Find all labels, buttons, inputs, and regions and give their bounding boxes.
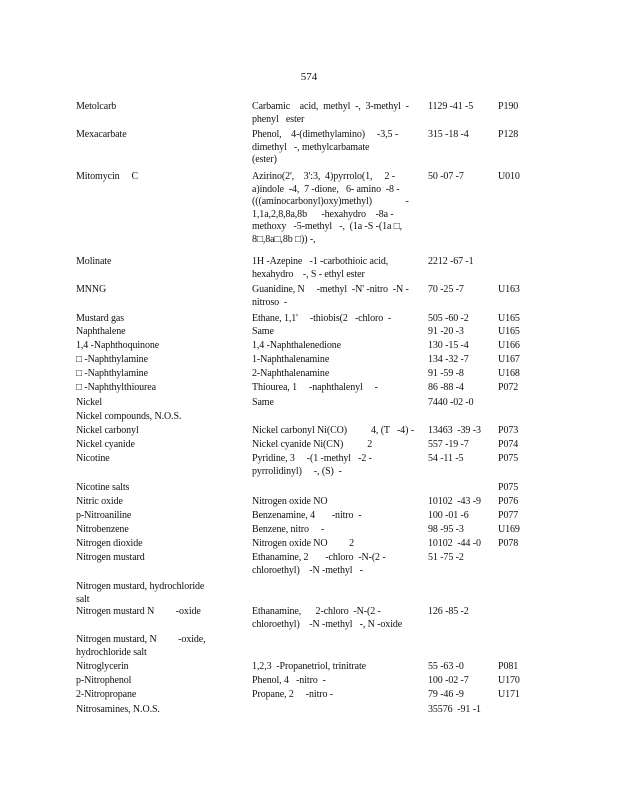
chemical-abstracts-name: Same bbox=[252, 326, 274, 337]
cas-number: 91 -20 -3 bbox=[428, 326, 464, 337]
chemical-abstracts-name: Nickel cyanide Ni(CN) 2 bbox=[252, 439, 373, 450]
waste-code: U171 bbox=[498, 689, 520, 700]
cas-number: 86 -88 -4 bbox=[428, 382, 464, 393]
cas-number: 10102 -43 -9 bbox=[428, 496, 481, 507]
substance-name: □ -Naphthylamine bbox=[76, 368, 148, 379]
substance-name: MNNG bbox=[76, 284, 107, 295]
chemical-abstracts-name: Carbamic acid, methyl -, 3-methyl - phenyl ester bbox=[252, 101, 409, 125]
substance-name: Nitrogen dioxide bbox=[76, 538, 143, 549]
substance-name: Nitrogen mustard, N -oxide, hydrochloride salt bbox=[76, 634, 206, 658]
substance-name: Nickel bbox=[76, 397, 103, 408]
waste-code: U010 bbox=[498, 171, 520, 182]
cas-number: 134 -32 -7 bbox=[428, 354, 469, 365]
chemical-abstracts-name: Same bbox=[252, 397, 274, 408]
waste-code: P073 bbox=[498, 425, 519, 436]
chemical-abstracts-name: Guanidine, N -methyl -N' -nitro -N - nitroso - bbox=[252, 284, 409, 308]
waste-code: P078 bbox=[498, 538, 519, 549]
cas-number: 91 -59 -8 bbox=[428, 368, 464, 379]
cas-number: 557 -19 -7 bbox=[428, 439, 469, 450]
substance-name: Nickel compounds, N.O.S. bbox=[76, 411, 182, 422]
chemical-abstracts-name: Benzenamine, 4 -nitro - bbox=[252, 510, 362, 521]
chemical-abstracts-name: Thiourea, 1 -naphthalenyl - bbox=[252, 382, 378, 393]
substance-name: Mexacarbate bbox=[76, 129, 127, 140]
waste-code: U165 bbox=[498, 326, 520, 337]
cas-number: 51 -75 -2 bbox=[428, 552, 464, 563]
substance-name: Nitrogen mustard, hydrochloride salt bbox=[76, 581, 205, 605]
chemical-abstracts-name: Benzene, nitro - bbox=[252, 524, 325, 535]
waste-code: P190 bbox=[498, 101, 519, 112]
cas-number: 98 -95 -3 bbox=[428, 524, 464, 535]
page-number: 574 bbox=[300, 71, 318, 83]
waste-code: P128 bbox=[498, 129, 519, 140]
cas-number: 126 -85 -2 bbox=[428, 606, 469, 617]
waste-code: P075 bbox=[498, 453, 519, 464]
cas-number: 55 -63 -0 bbox=[428, 661, 464, 672]
waste-code: U169 bbox=[498, 524, 520, 535]
cas-number: 54 -11 -5 bbox=[428, 453, 464, 464]
cas-number: 13463 -39 -3 bbox=[428, 425, 481, 436]
chemical-abstracts-name: Pyridine, 3 -(1 -methyl -2 - pyrrolidinyl) -, (S) - bbox=[252, 453, 372, 477]
waste-code: U165 bbox=[498, 313, 520, 324]
chemical-abstracts-name: Propane, 2 -nitro - bbox=[252, 689, 334, 700]
cas-number: 130 -15 -4 bbox=[428, 340, 469, 351]
substance-name: 2-Nitropropane bbox=[76, 689, 137, 700]
cas-number: 79 -46 -9 bbox=[428, 689, 464, 700]
substance-name: Nitrogen mustard N -oxide bbox=[76, 606, 201, 617]
cas-number: 35576 -91 -1 bbox=[428, 704, 481, 715]
cas-number: 2212 -67 -1 bbox=[428, 256, 474, 267]
waste-code: P077 bbox=[498, 510, 519, 521]
chemical-abstracts-name: 2-Naphthalenamine bbox=[252, 368, 330, 379]
chemical-abstracts-name: Ethanamine, 2 -chloro -N-(2 - chloroethyl) -N -methyl - bbox=[252, 552, 386, 576]
cas-number: 100 -02 -7 bbox=[428, 675, 469, 686]
waste-code: U163 bbox=[498, 284, 520, 295]
waste-code: U168 bbox=[498, 368, 520, 379]
chemical-abstracts-name: Phenol, 4 -nitro - bbox=[252, 675, 326, 686]
chemical-abstracts-name: Nitrogen oxide NO 2 bbox=[252, 538, 355, 549]
cas-number: 7440 -02 -0 bbox=[428, 397, 474, 408]
cas-number: 100 -01 -6 bbox=[428, 510, 469, 521]
cas-number: 505 -60 -2 bbox=[428, 313, 469, 324]
waste-code: P081 bbox=[498, 661, 519, 672]
chemical-abstracts-name: Nickel carbonyl Ni(CO) 4, (T -4) - bbox=[252, 425, 414, 436]
substance-name: 1,4 -Naphthoquinone bbox=[76, 340, 160, 351]
substance-name: Nitrosamines, N.O.S. bbox=[76, 704, 160, 715]
cas-number: 50 -07 -7 bbox=[428, 171, 464, 182]
waste-code: P072 bbox=[498, 382, 519, 393]
chemical-abstracts-name: Ethane, 1,1' -thiobis(2 -chloro - bbox=[252, 313, 392, 324]
chemical-abstracts-name: 1-Naphthalenamine bbox=[252, 354, 330, 365]
substance-name: Nitrobenzene bbox=[76, 524, 129, 535]
chemical-abstracts-name: 1,4 -Naphthalenedione bbox=[252, 340, 341, 351]
cas-number: 70 -25 -7 bbox=[428, 284, 464, 295]
substance-name: Nitroglycerin bbox=[76, 661, 129, 672]
chemical-abstracts-name: 1H -Azepine -1 -carbothioic acid, hexahydro -, S - ethyl ester bbox=[252, 256, 389, 280]
waste-code: P074 bbox=[498, 439, 519, 450]
substance-name: p-Nitroaniline bbox=[76, 510, 132, 521]
waste-code: U170 bbox=[498, 675, 520, 686]
substance-name: Naphthalene bbox=[76, 326, 126, 337]
chemical-abstracts-name: 1,2,3 -Propanetriol, trinitrate bbox=[252, 661, 366, 672]
chemical-abstracts-name: Nitrogen oxide NO bbox=[252, 496, 328, 507]
substance-name: Molinate bbox=[76, 256, 112, 267]
cas-number: 10102 -44 -0 bbox=[428, 538, 481, 549]
substance-name: Metolcarb bbox=[76, 101, 117, 112]
substance-name: Mustard gas bbox=[76, 313, 125, 324]
substance-name: Nicotine salts bbox=[76, 482, 130, 493]
substance-name: □ -Naphthylamine bbox=[76, 354, 148, 365]
waste-code: U167 bbox=[498, 354, 520, 365]
cas-number: 1129 -41 -5 bbox=[428, 101, 474, 112]
substance-name: p-Nitrophenol bbox=[76, 675, 132, 686]
waste-code: P076 bbox=[498, 496, 519, 507]
chemical-abstracts-name: Azirino(2', 3':3, 4)pyrrolo(1, 2 - a)indole -4, 7 -dione, 6- amino -8 - (((aminocarbonyl)oxy)methyl) - 1,1a,2,8,8a,8b -hexahydro -8a - methoxy -5-methyl -, (1a -S -(1a □, 8□,8a□,8b □)) -, bbox=[252, 171, 409, 245]
substance-name: Nicotine bbox=[76, 453, 110, 464]
substance-name: □ -Naphthylthiourea bbox=[76, 382, 156, 393]
substance-name: Nitrogen mustard bbox=[76, 552, 145, 563]
waste-code: U166 bbox=[498, 340, 520, 351]
substance-name: Mitomycin C bbox=[76, 171, 139, 182]
substance-name: Nitric oxide bbox=[76, 496, 123, 507]
substance-name: Nickel cyanide bbox=[76, 439, 135, 450]
waste-code: P075 bbox=[498, 482, 519, 493]
chemical-abstracts-name: Ethanamine, 2-chloro -N-(2 - chloroethyl) -N -methyl -, N -oxide bbox=[252, 606, 403, 630]
chemical-abstracts-name: Phenol, 4-(dimethylamino) -3,5 - dimethyl -, methylcarbamate (ester) bbox=[252, 129, 399, 165]
substance-name: Nickel carbonyl bbox=[76, 425, 139, 436]
cas-number: 315 -18 -4 bbox=[428, 129, 469, 140]
